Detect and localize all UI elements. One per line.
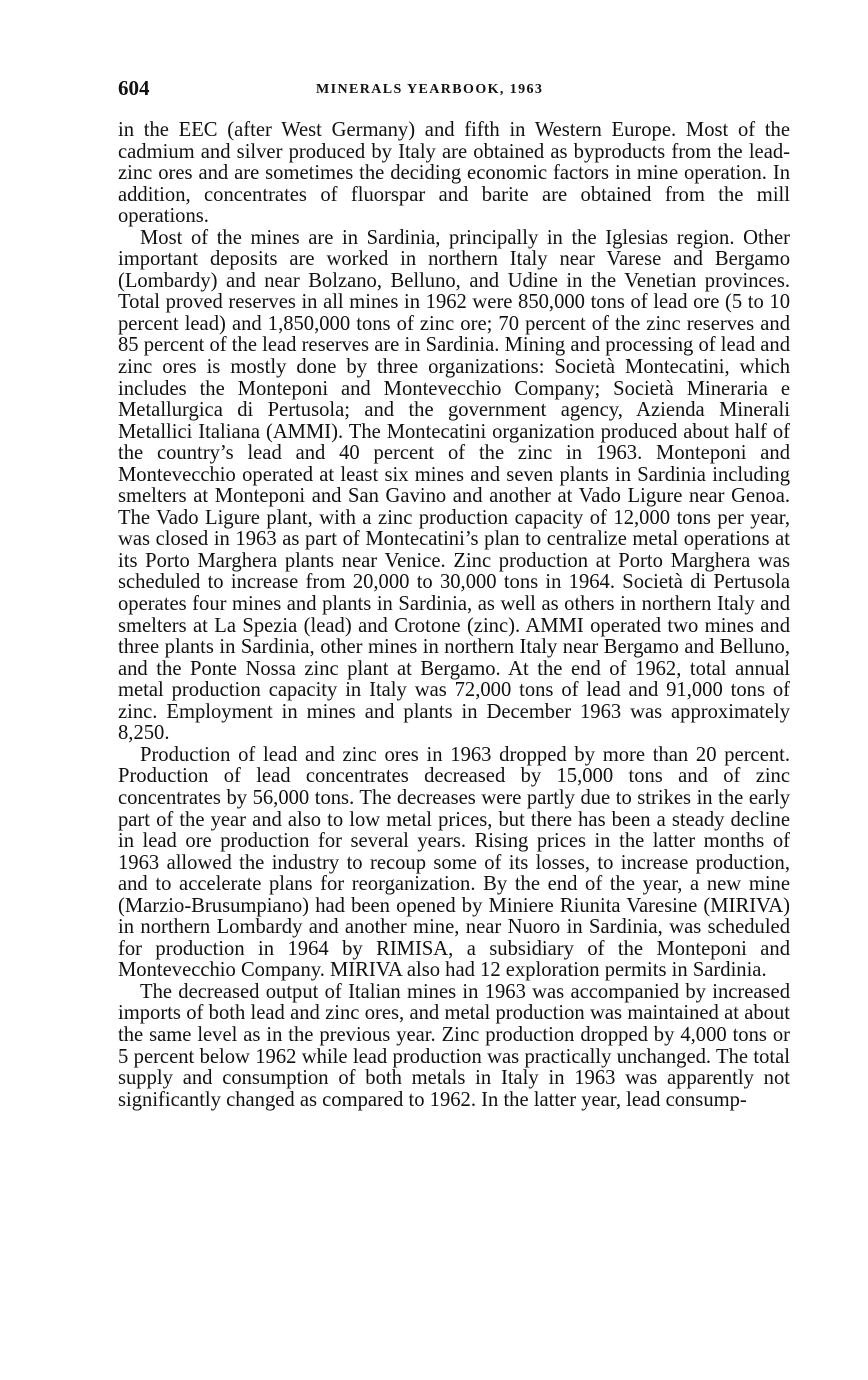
paragraph-mines-organizations: Most of the mines are in Sardinia, principally in the Iglesias region. Other important deposits are worked in northern Italy near Varese and Bergamo (Lombardy) and near Bolzano, Belluno, and Udine in the Venetian provinces. Total proved reserves in all mines in 1962 were 850,000 tons of lead ore (5 to 10 percent lead) and 1,850,000 tons of zinc ore; 70 percent of the zinc reserves and 85 percent of the lead reserves are in Sardinia. Mining and processing of lead and zinc ores is mostly done by three organizations: Società Montecatini, which includes the Monteponi and Montevecchio Company; Società Mineraria e Metallurgica di Pertusola; and the government agency, Azienda Minerali Metallici Italiana (AMMI). The Montecatini organization produced about half of the country’s lead and 40 percent of the zinc in 1963. Monteponi and Montevecchio operated at least six mines and seven plants in Sardinia including smelters at Monteponi and San Gavino and another at Vado Ligure near Genoa. The Vado Ligure plant, with a zinc production capacity of 12,000 tons per year, was closed in 1963 as part of Montecatini’s plan to centralize metal operations at its Porto Marghera plants near Venice. Zinc production at Porto Marghera was scheduled to increase from 20,000 to 30,000 tons in 1964. Società di Pertusola operates four mines and plants in Sardinia, as well as others in northern Italy and smelters at La Spezia (lead) and Crotone (zinc). AMMI operated two mines and three plants in Sardinia, other mines in northern Italy near Bergamo and Belluno, and the Ponte Nossa zinc plant at Bergamo. At the end of 1962, total annual metal production capacity in Italy was 72,000 tons of lead and 91,000 tons of zinc. Employment in mines and plants in December 1963 was approximately 8,250.	[118, 226, 790, 745]
body-text	[118, 120, 790, 1111]
paragraph-continuation: in the EEC (after West Germany) and fifth in Western Europe. Most of the cadmium and silver produced by Italy are obtained as byproducts from the lead-zinc ores and are sometimes the deciding economic factors in mine operation. In addition, concentrates of fluorspar and barite are obtained from the mill operations.	[118, 119, 790, 228]
running-title: MINERALS YEARBOOK, 1963	[316, 82, 544, 97]
document-page	[118, 76, 790, 1111]
paragraph-production-decline: Production of lead and zinc ores in 1963 dropped by more than 20 percent. Production of lead concentrates decreased by 15,000 tons and of zinc concentrates by 56,000 tons. The decreases were partly due to strikes in the early part of the year and also to low metal prices, but there has been a steady decline in lead ore production for several years. Rising prices in the latter months of 1963 allowed the industry to recoup some of its losses, to increase production, and to accelerate plans for reorganization. By the end of the year, a new mine (Marzio-Brusumpiano) had been opened by Miniere Riunita Varesine (MIRIVA) in northern Lombardy and another mine, near Nuoro in Sardinia, was scheduled for production in 1964 by RIMISA, a subsidiary of the Monteponi and Montevecchio Company. MIRIVA also had 12 exploration permits in Sardinia.	[118, 743, 790, 982]
page-number: 604	[118, 76, 150, 100]
running-header	[118, 76, 790, 106]
paragraph-imports-consumption: The decreased output of Italian mines in 1963 was accompanied by increased imports of both lead and zinc ores, and metal production was maintained at about the same level as in the previous year. Zinc production dropped by 4,000 tons or 5 percent below 1962 while lead production was practically unchanged. The total supply and consumption of both metals in Italy in 1963 was apparently not significantly changed as compared to 1962. In the latter year, lead consump-	[118, 980, 790, 1111]
